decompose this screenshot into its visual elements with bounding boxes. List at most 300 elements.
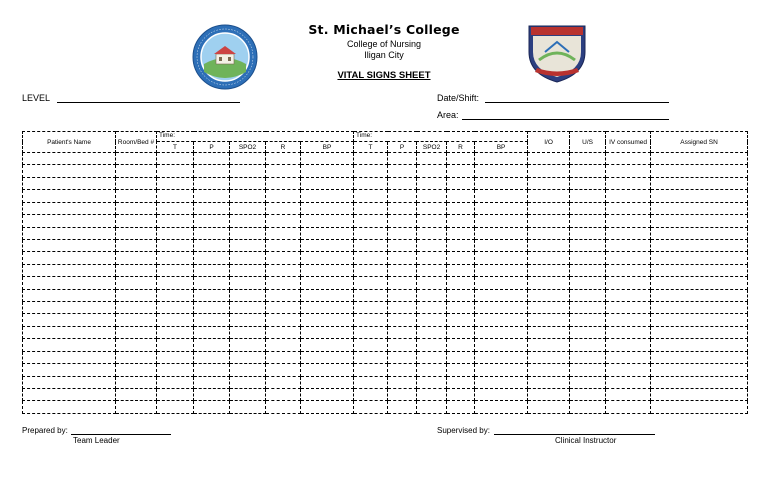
table-cell[interactable] [157,289,194,301]
table-cell[interactable] [23,351,116,363]
table-cell[interactable] [388,339,417,351]
table-cell[interactable] [417,401,447,414]
table-cell[interactable] [388,277,417,289]
table-cell[interactable] [157,153,194,165]
table-cell[interactable] [230,264,266,276]
table-cell[interactable] [266,389,301,401]
table-cell[interactable] [354,239,388,251]
table-cell[interactable] [230,215,266,227]
table-cell[interactable] [157,351,194,363]
table-cell[interactable] [606,389,651,401]
table-cell[interactable] [570,339,606,351]
table-cell[interactable] [651,227,748,239]
table-cell[interactable] [301,277,354,289]
table-cell[interactable] [116,376,157,388]
table-cell[interactable] [606,252,651,264]
table-cell[interactable] [528,302,570,314]
table-cell[interactable] [606,215,651,227]
table-cell[interactable] [157,252,194,264]
table-cell[interactable] [23,202,116,214]
table-cell[interactable] [417,215,447,227]
table-cell[interactable] [266,376,301,388]
table-cell[interactable] [417,177,447,189]
table-cell[interactable] [301,302,354,314]
table-cell[interactable] [447,215,475,227]
table-cell[interactable] [230,190,266,202]
table-cell[interactable] [301,153,354,165]
table-cell[interactable] [651,277,748,289]
table-cell[interactable] [417,364,447,376]
table-cell[interactable] [570,153,606,165]
table-cell[interactable] [417,252,447,264]
date-shift-line[interactable] [485,102,669,103]
table-cell[interactable] [447,351,475,363]
table-cell[interactable] [528,165,570,177]
table-cell[interactable] [475,227,528,239]
table-cell[interactable] [447,264,475,276]
table-cell[interactable] [651,252,748,264]
table-cell[interactable] [354,326,388,338]
table-cell[interactable] [301,252,354,264]
table-cell[interactable] [651,239,748,251]
table-cell[interactable] [528,239,570,251]
table-cell[interactable] [157,215,194,227]
table-cell[interactable] [606,165,651,177]
table-cell[interactable] [606,364,651,376]
table-cell[interactable] [157,239,194,251]
table-cell[interactable] [447,339,475,351]
table-cell[interactable] [388,190,417,202]
table-cell[interactable] [417,277,447,289]
table-cell[interactable] [528,153,570,165]
table-cell[interactable] [528,190,570,202]
table-cell[interactable] [230,153,266,165]
table-cell[interactable] [417,264,447,276]
table-cell[interactable] [651,215,748,227]
table-cell[interactable] [116,326,157,338]
table-cell[interactable] [266,264,301,276]
table-cell[interactable] [157,227,194,239]
table-cell[interactable] [230,364,266,376]
table-cell[interactable] [354,364,388,376]
table-cell[interactable] [266,190,301,202]
table-cell[interactable] [447,202,475,214]
table-cell[interactable] [475,401,528,414]
table-cell[interactable] [651,190,748,202]
table-cell[interactable] [528,326,570,338]
table-cell[interactable] [266,165,301,177]
table-cell[interactable] [266,215,301,227]
table-cell[interactable] [475,314,528,326]
table-cell[interactable] [388,351,417,363]
table-cell[interactable] [606,177,651,189]
table-cell[interactable] [606,153,651,165]
table-cell[interactable] [354,401,388,414]
table-cell[interactable] [354,376,388,388]
table-cell[interactable] [354,252,388,264]
table-cell[interactable] [570,190,606,202]
table-cell[interactable] [116,227,157,239]
table-cell[interactable] [301,202,354,214]
table-cell[interactable] [475,351,528,363]
table-cell[interactable] [651,401,748,414]
table-cell[interactable] [23,190,116,202]
table-cell[interactable] [570,165,606,177]
table-cell[interactable] [570,227,606,239]
table-cell[interactable] [157,314,194,326]
table-cell[interactable] [447,364,475,376]
table-cell[interactable] [528,339,570,351]
table-cell[interactable] [194,326,230,338]
table-cell[interactable] [23,153,116,165]
area-line[interactable] [462,119,669,120]
table-cell[interactable] [354,165,388,177]
table-cell[interactable] [651,153,748,165]
table-cell[interactable] [23,264,116,276]
table-cell[interactable] [354,389,388,401]
table-cell[interactable] [116,190,157,202]
table-cell[interactable] [23,239,116,251]
table-cell[interactable] [157,165,194,177]
table-cell[interactable] [266,177,301,189]
table-cell[interactable] [606,277,651,289]
table-cell[interactable] [116,339,157,351]
table-cell[interactable] [388,264,417,276]
table-cell[interactable] [116,165,157,177]
table-cell[interactable] [570,215,606,227]
table-cell[interactable] [570,326,606,338]
table-cell[interactable] [116,302,157,314]
table-cell[interactable] [651,389,748,401]
table-cell[interactable] [606,376,651,388]
table-cell[interactable] [230,401,266,414]
table-cell[interactable] [606,314,651,326]
table-cell[interactable] [388,364,417,376]
table-cell[interactable] [354,227,388,239]
table-cell[interactable] [651,177,748,189]
table-cell[interactable] [301,165,354,177]
table-cell[interactable] [266,252,301,264]
table-cell[interactable] [301,289,354,301]
table-cell[interactable] [194,339,230,351]
table-cell[interactable] [116,289,157,301]
table-cell[interactable] [651,264,748,276]
table-cell[interactable] [475,302,528,314]
table-cell[interactable] [266,202,301,214]
table-cell[interactable] [528,364,570,376]
table-cell[interactable] [570,376,606,388]
table-cell[interactable] [606,289,651,301]
table-cell[interactable] [447,190,475,202]
table-cell[interactable] [417,376,447,388]
table-cell[interactable] [301,239,354,251]
table-cell[interactable] [570,202,606,214]
table-cell[interactable] [475,165,528,177]
table-cell[interactable] [23,339,116,351]
table-cell[interactable] [230,165,266,177]
table-cell[interactable] [157,190,194,202]
table-cell[interactable] [447,177,475,189]
table-cell[interactable] [194,289,230,301]
table-cell[interactable] [301,190,354,202]
table-cell[interactable] [194,239,230,251]
table-cell[interactable] [475,339,528,351]
table-cell[interactable] [230,177,266,189]
table-cell[interactable] [194,277,230,289]
table-cell[interactable] [475,202,528,214]
table-cell[interactable] [354,277,388,289]
table-cell[interactable] [388,401,417,414]
table-cell[interactable] [651,289,748,301]
table-cell[interactable] [528,215,570,227]
table-cell[interactable] [447,376,475,388]
table-cell[interactable] [475,215,528,227]
table-cell[interactable] [388,252,417,264]
table-cell[interactable] [230,302,266,314]
table-cell[interactable] [528,351,570,363]
table-cell[interactable] [447,239,475,251]
table-cell[interactable] [651,314,748,326]
table-cell[interactable] [606,264,651,276]
table-cell[interactable] [475,326,528,338]
table-cell[interactable] [230,339,266,351]
table-cell[interactable] [528,252,570,264]
table-cell[interactable] [570,364,606,376]
table-cell[interactable] [354,153,388,165]
table-cell[interactable] [301,326,354,338]
table-cell[interactable] [230,351,266,363]
table-cell[interactable] [230,326,266,338]
table-cell[interactable] [417,351,447,363]
table-cell[interactable] [528,401,570,414]
table-cell[interactable] [354,177,388,189]
table-cell[interactable] [116,177,157,189]
table-cell[interactable] [606,202,651,214]
table-cell[interactable] [417,202,447,214]
table-cell[interactable] [194,364,230,376]
table-cell[interactable] [301,314,354,326]
table-cell[interactable] [157,389,194,401]
table-cell[interactable] [116,252,157,264]
table-cell[interactable] [354,289,388,301]
table-cell[interactable] [528,289,570,301]
table-cell[interactable] [194,177,230,189]
table-cell[interactable] [388,227,417,239]
table-cell[interactable] [570,277,606,289]
table-cell[interactable] [266,277,301,289]
table-cell[interactable] [266,364,301,376]
table-cell[interactable] [23,289,116,301]
table-cell[interactable] [157,264,194,276]
table-cell[interactable] [194,389,230,401]
table-cell[interactable] [475,252,528,264]
table-cell[interactable] [388,389,417,401]
table-cell[interactable] [230,389,266,401]
table-cell[interactable] [354,264,388,276]
table-cell[interactable] [266,239,301,251]
table-cell[interactable] [157,339,194,351]
table-cell[interactable] [651,376,748,388]
table-cell[interactable] [23,302,116,314]
table-cell[interactable] [116,202,157,214]
table-cell[interactable] [301,215,354,227]
table-cell[interactable] [354,351,388,363]
table-cell[interactable] [23,165,116,177]
table-cell[interactable] [23,326,116,338]
level-line[interactable] [57,102,240,103]
table-cell[interactable] [528,376,570,388]
table-cell[interactable] [301,351,354,363]
table-cell[interactable] [23,215,116,227]
table-cell[interactable] [157,302,194,314]
table-cell[interactable] [266,339,301,351]
table-cell[interactable] [194,227,230,239]
prepared-by-line[interactable] [71,434,171,435]
table-cell[interactable] [651,326,748,338]
table-cell[interactable] [116,401,157,414]
table-cell[interactable] [388,202,417,214]
table-cell[interactable] [354,314,388,326]
table-cell[interactable] [651,165,748,177]
table-cell[interactable] [354,202,388,214]
table-cell[interactable] [447,252,475,264]
table-cell[interactable] [570,314,606,326]
table-cell[interactable] [23,376,116,388]
table-cell[interactable] [194,202,230,214]
table-cell[interactable] [388,376,417,388]
table-cell[interactable] [266,227,301,239]
table-cell[interactable] [194,376,230,388]
table-cell[interactable] [528,177,570,189]
supervised-by-line[interactable] [494,434,655,435]
table-cell[interactable] [23,227,116,239]
table-cell[interactable] [301,401,354,414]
table-cell[interactable] [116,264,157,276]
table-cell[interactable] [23,252,116,264]
table-cell[interactable] [157,364,194,376]
table-cell[interactable] [651,351,748,363]
table-cell[interactable] [417,314,447,326]
table-cell[interactable] [447,326,475,338]
table-cell[interactable] [116,215,157,227]
table-cell[interactable] [194,264,230,276]
table-cell[interactable] [116,364,157,376]
table-cell[interactable] [570,264,606,276]
table-cell[interactable] [194,190,230,202]
table-cell[interactable] [194,165,230,177]
table-cell[interactable] [266,153,301,165]
table-cell[interactable] [570,177,606,189]
table-cell[interactable] [651,302,748,314]
table-cell[interactable] [354,339,388,351]
table-cell[interactable] [266,351,301,363]
table-cell[interactable] [447,165,475,177]
table-cell[interactable] [417,326,447,338]
table-cell[interactable] [417,165,447,177]
table-cell[interactable] [447,389,475,401]
table-cell[interactable] [266,314,301,326]
table-cell[interactable] [528,264,570,276]
table-cell[interactable] [23,177,116,189]
table-cell[interactable] [266,401,301,414]
table-cell[interactable] [388,177,417,189]
table-cell[interactable] [23,277,116,289]
table-cell[interactable] [301,364,354,376]
table-cell[interactable] [528,314,570,326]
table-cell[interactable] [116,153,157,165]
table-cell[interactable] [388,165,417,177]
table-cell[interactable] [606,326,651,338]
table-cell[interactable] [475,389,528,401]
table-cell[interactable] [157,326,194,338]
table-cell[interactable] [475,177,528,189]
table-cell[interactable] [194,153,230,165]
table-cell[interactable] [570,252,606,264]
table-cell[interactable] [116,239,157,251]
table-cell[interactable] [606,302,651,314]
table-cell[interactable] [570,239,606,251]
table-cell[interactable] [475,277,528,289]
table-cell[interactable] [354,190,388,202]
table-cell[interactable] [230,277,266,289]
table-cell[interactable] [447,302,475,314]
table-cell[interactable] [606,190,651,202]
table-cell[interactable] [475,239,528,251]
table-cell[interactable] [570,302,606,314]
table-cell[interactable] [651,339,748,351]
table-cell[interactable] [388,314,417,326]
table-cell[interactable] [301,227,354,239]
table-cell[interactable] [447,227,475,239]
table-cell[interactable] [23,401,116,414]
table-cell[interactable] [194,215,230,227]
table-cell[interactable] [475,289,528,301]
table-cell[interactable] [475,153,528,165]
table-cell[interactable] [417,289,447,301]
table-cell[interactable] [266,326,301,338]
table-cell[interactable] [606,351,651,363]
table-cell[interactable] [23,314,116,326]
table-cell[interactable] [570,389,606,401]
table-cell[interactable] [230,289,266,301]
table-cell[interactable] [388,289,417,301]
table-cell[interactable] [388,215,417,227]
table-cell[interactable] [447,314,475,326]
table-cell[interactable] [157,202,194,214]
table-cell[interactable] [116,389,157,401]
table-cell[interactable] [417,239,447,251]
table-cell[interactable] [194,314,230,326]
table-cell[interactable] [651,364,748,376]
table-cell[interactable] [570,289,606,301]
table-cell[interactable] [23,364,116,376]
table-cell[interactable] [570,351,606,363]
table-cell[interactable] [417,227,447,239]
table-cell[interactable] [194,351,230,363]
table-cell[interactable] [528,277,570,289]
table-cell[interactable] [528,227,570,239]
table-cell[interactable] [194,302,230,314]
table-cell[interactable] [651,202,748,214]
table-cell[interactable] [528,202,570,214]
table-cell[interactable] [116,351,157,363]
table-cell[interactable] [354,215,388,227]
table-cell[interactable] [417,389,447,401]
table-cell[interactable] [606,227,651,239]
table-cell[interactable] [301,339,354,351]
table-cell[interactable] [301,376,354,388]
table-cell[interactable] [447,401,475,414]
